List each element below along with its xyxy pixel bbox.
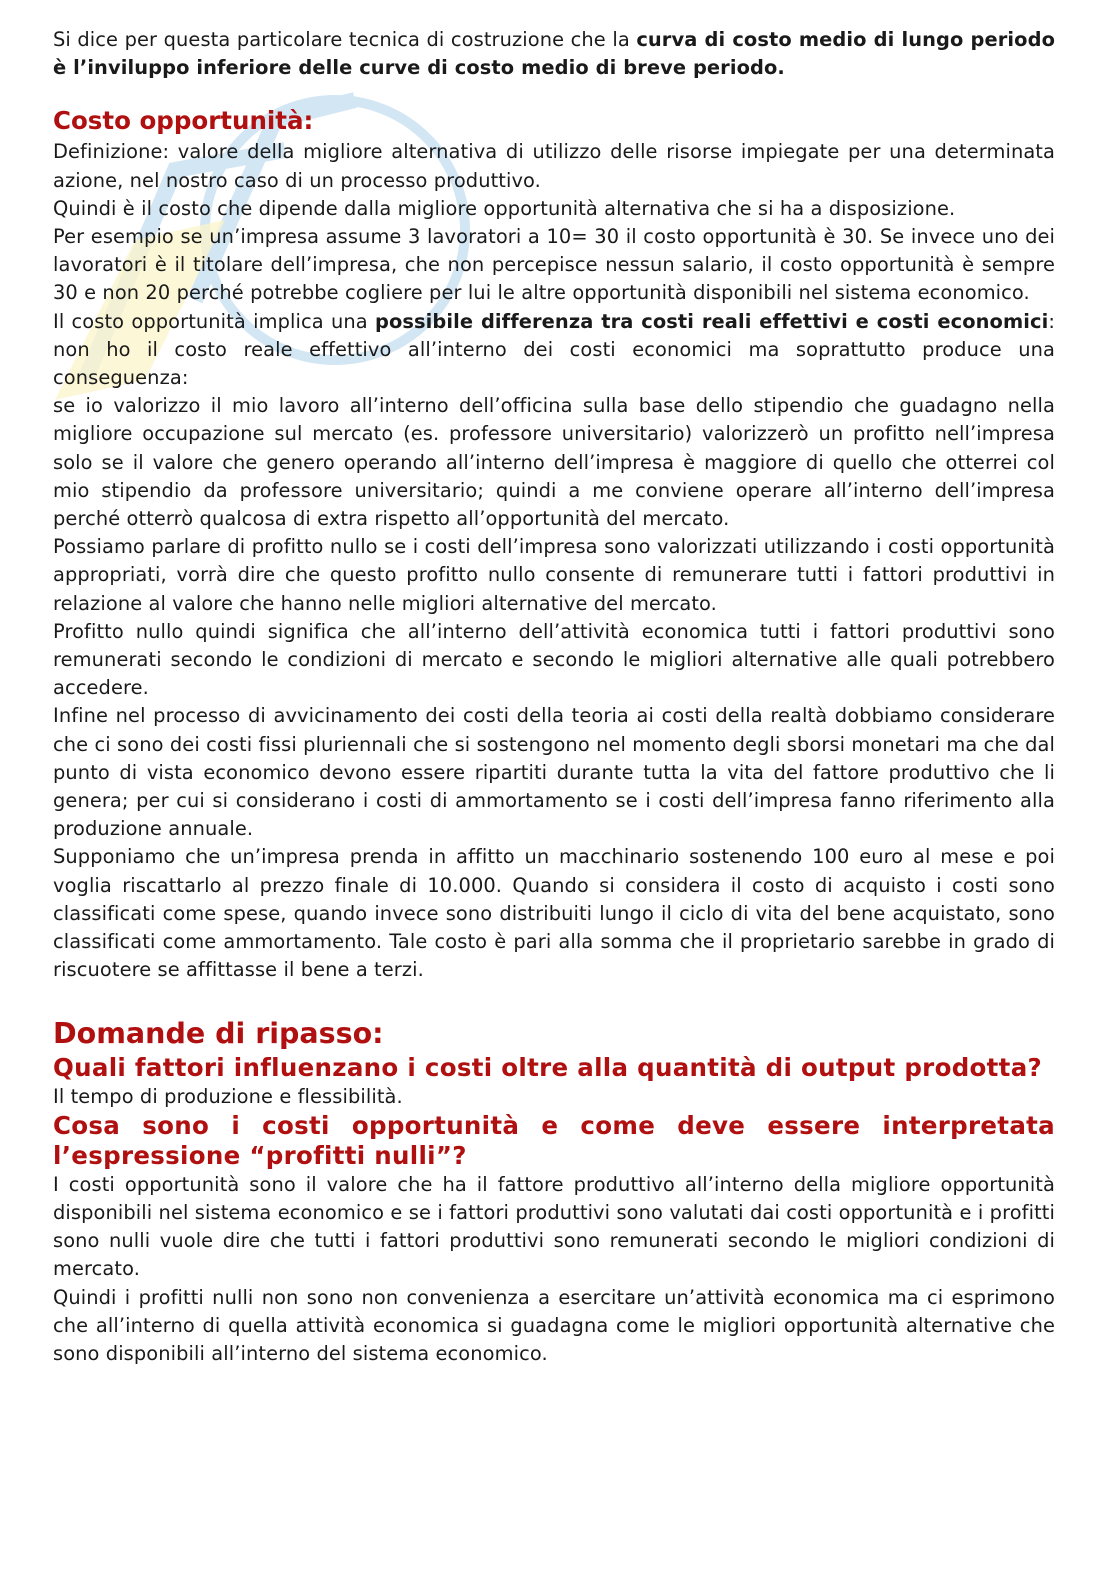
question-1: Quali fattori influenzano i costi oltre alla quantità di output prodotta? — [53, 1052, 1043, 1082]
paragraph: Profitto nullo quindi significa che all’interno dell’attività economica tutti i fattori produttivi sono remunerati secondo le condizioni di mercato e secondo le migliori alternative alle quali potrebbero accedere. — [53, 619, 1055, 700]
paragraph: Infine nel processo di avvicinamento dei costi della teoria ai costi della realtà dobbiamo considerare che ci sono dei costi fissi pluriennali che si sostengono nel momento degli sborsi monetari ma che dal punto di vista economico devono essere ripartiti durante tutta la vita del fattore produttivo che li genera; per cui si considerano i costi di ammortamento se i costi dell’impresa fanno riferimento alla produzione annuale. — [53, 704, 1055, 841]
heading-domande-ripasso: Domande di ripasso: — [53, 1016, 384, 1050]
question-2: Cosa sono i costi opportunità e come deve essere interpretata l’espressione “profitti nulli”? — [53, 1110, 1055, 1170]
answer-2: I costi opportunità sono il valore che ha il fattore produttivo all’interno della migliore opportunità disponibili nel sistema economico e se i fattori produttivi sono valutati dai costi opportunità e i profitti sono nulli vuole dire che tutti i fattori produttivi sono remunerati secondo le migliori condizioni di mercato. — [53, 1172, 1055, 1281]
paragraph: Il costo opportunità implica una possibile differenza tra costi reali effettivi e costi economici: non ho il costo reale effettivo all’interno dei costi economici ma soprattutto produce una conseguenza: — [53, 309, 1055, 390]
paragraph: Possiamo parlare di profitto nullo se i costi dell’impresa sono valorizzati utilizzando i costi opportunità appropriati, vorrà dire che questo profitto nullo consente di remunerare tutti i fattori produttivi in relazione al valore che hanno nelle migliori alternative del mercato. — [53, 535, 1055, 615]
paragraph: Per esempio se un’impresa assume 3 lavoratori a 10= 30 il costo opportunità è 30. Se invece uno dei lavoratori è il titolare dell’impresa, che non percepisce nessun salario, il costo opportunità è sempre 30 e non 20 perché potrebbe cogliere per lui le altre opportunità disponibili nel sistema economico. — [53, 225, 1055, 305]
document-page — [53, 26, 1055, 1368]
paragraph-definizione: Definizione: valore della migliore alternativa di utilizzo delle risorse impiegate per una determinata azione, nel nostro caso di un processo produttivo. — [53, 140, 1055, 192]
paragraph: Supponiamo che un’impresa prenda in affitto un macchinario sostenendo 100 euro al mese e poi voglia riscattarlo al prezzo finale di 10.000. Quando si considera il costo di acquisto i costi sono classificati come spese, quando invece sono distribuiti lungo il ciclo di vita del bene acquistato, sono classificati come ammortamento. Tale costo è pari alla somma che il proprietario sarebbe in grado di riscuotere se affittasse il bene a terzi. — [53, 845, 1055, 982]
answer-1: Il tempo di produzione e flessibilità. — [53, 1084, 403, 1108]
answer-2-continued: Quindi i profitti nulli non sono non convenienza a esercitare un’attività economica ma ci esprimono che all’interno di quella attività economica si guadagna come le migliori opportunità alternative che sono disponibili all’interno del sistema economico. — [53, 1285, 1055, 1365]
paragraph: se io valorizzo il mio lavoro all’interno dell’officina sulla base dello stipendio che guadagno nella migliore occupazione sul mercato (es. professore universitario) valorizzerò un profitto nell’impresa solo se il valore che genero operando all’interno dell’impresa è maggiore di quello che otterrei col mio stipendio da professore universitario; quindi a me conviene operare all’interno dell’impresa perché otterrò qualcosa di extra rispetto all’opportunità del mercato. — [53, 394, 1055, 531]
paragraph: Quindi è il costo che dipende dalla migliore opportunità alternativa che si ha a disposizione. — [53, 196, 956, 220]
heading-costo-opportunita: Costo opportunità: — [53, 106, 314, 136]
intro-paragraph: Si dice per questa particolare tecnica di costruzione che la curva di costo medio di lungo periodo è l’inviluppo inferiore delle curve di costo medio di breve periodo. — [53, 28, 1055, 80]
